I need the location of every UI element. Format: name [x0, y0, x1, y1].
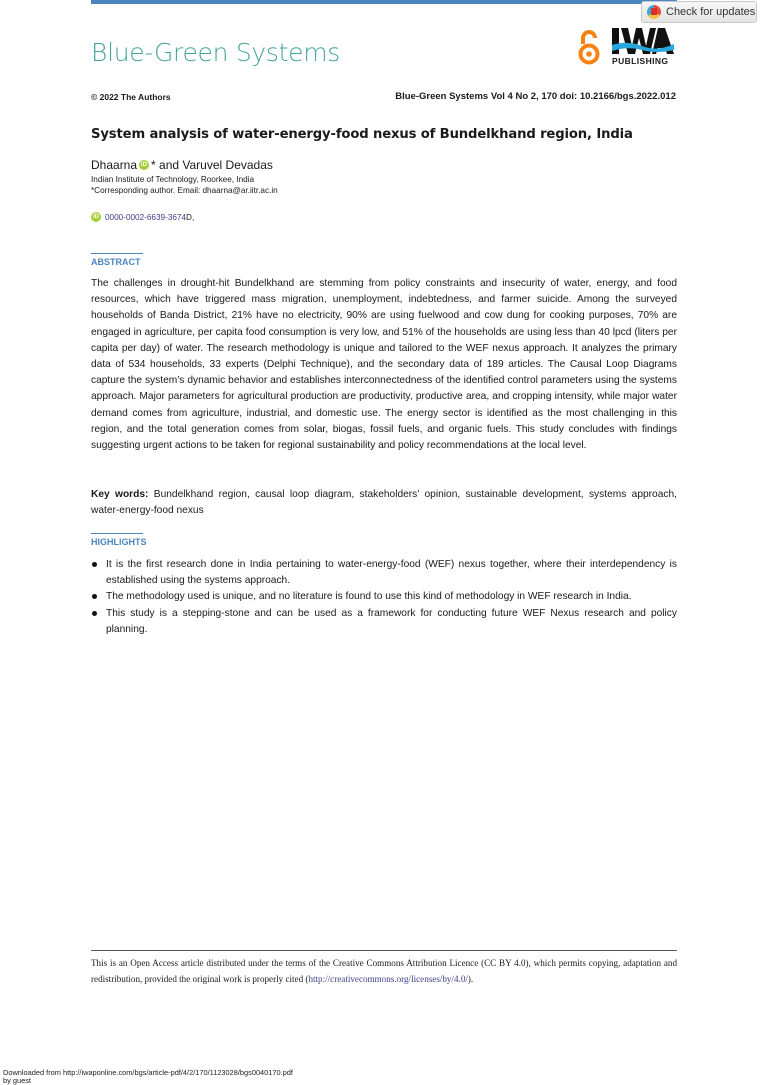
- article-title: System analysis of water-energy-food nexus of Bundelkhand region, India: [91, 127, 633, 142]
- check-for-updates-button[interactable]: [641, 1, 757, 23]
- download-note: [3, 1069, 293, 1085]
- highlight-item: The methodology used is unique, and no literature is found to use this kind of methodology in WEF research in India.: [91, 589, 677, 605]
- authors: [91, 158, 273, 172]
- author-1[interactable]: Dhaarna: [91, 158, 138, 172]
- footer-rule: [91, 950, 677, 951]
- orcid-link[interactable]: 0000-0002-6639-3674: [105, 212, 187, 222]
- license-link[interactable]: http://creativecommons.org/licenses/by/4.0/: [308, 974, 468, 984]
- abstract-heading: ABSTRACT: [91, 257, 141, 267]
- crossmark-icon: [647, 5, 661, 19]
- highlights-heading: HIGHLIGHTS: [91, 537, 147, 547]
- keywords: [91, 487, 677, 519]
- orcid-suffix: D,: [186, 212, 195, 222]
- highlight-item: It is the first research done in India pertaining to water-energy-food (WEF) nexus together, where their interdependency is established using the systems approach.: [91, 557, 677, 589]
- open-access-icon: [578, 30, 600, 66]
- author-2: and Varuvel Devadas: [155, 158, 273, 172]
- license-body: This is an Open Access article distributed under the terms of the Creative Commons Attribution Licence (CC BY 4.0), which permits copying, adaptation and redistribution, provided the original work is properly cited (: [91, 958, 677, 984]
- orcid-icon: iD: [93, 214, 99, 220]
- license-end: ).: [467, 974, 474, 984]
- publisher-name: PUBLISHING: [612, 56, 669, 66]
- affiliation-block: [91, 175, 278, 196]
- copyright: © 2022 The Authors: [91, 92, 171, 102]
- top-accent-bar: [91, 0, 677, 4]
- download-by: by guest: [3, 1076, 31, 1085]
- journal-name: Blue-Green Systems: [91, 38, 340, 67]
- orcid-line: [91, 212, 194, 222]
- license-text: [91, 955, 677, 987]
- highlights-rule: [91, 533, 143, 534]
- abstract-rule: [91, 253, 143, 254]
- highlights-list: [91, 557, 677, 638]
- corresponding-author: *Corresponding author. Email: dhaarna@ar.iitr.ac.in: [91, 185, 278, 195]
- keywords-label: Key words:: [91, 489, 149, 500]
- corresponding-mark: *: [151, 158, 156, 172]
- download-source: Downloaded from http://iwaponline.com/bgs/article-pdf/4/2/170/1123028/bgs0040170.pdf: [3, 1068, 293, 1077]
- keywords-text: Bundelkhand region, causal loop diagram, stakeholders’ opinion, sustainable development, systems approach, water-energy-food nexus: [91, 489, 677, 517]
- orcid-icon[interactable]: iD: [141, 162, 148, 168]
- affiliation: Indian Institute of Technology, Roorkee, India: [91, 175, 255, 184]
- check-for-updates-label: Check for updates: [666, 6, 756, 18]
- citation: Blue-Green Systems Vol 4 No 2, 170 doi: 10.2166/bgs.2022.012: [395, 91, 676, 102]
- highlight-item: This study is a stepping-stone and can be used as a framework for conducting future WEF Nexus research and policy planning.: [91, 606, 677, 638]
- abstract-text: The challenges in drought-hit Bundelkhand are stemming from policy constraints and insecurity of water, energy, and food resources, which have triggered mass migration, unemployment, indebtedness, and farmer suicide. Among the surveyed households of Banda District, 21% have no electricity, 90% are using fuelwood and cow dung for cooking purposes, 70% are engaged in agriculture, per capita food consumption is very low, and 51% of the households are using less than 40 lpcd (liters per capita per day) of water. The research methodology is unique and tailored to the WEF nexus approach. It analyzes the primary data of 534 households, 33 experts (Delphi Technique), and the secondary data of 189 articles. The Causal Loop Diagrams capture the system’s dynamic behavior and establishes interconnectedness of the identified control parameters using the systems approach. Major parameters for agricultural production are productivity, productive area, and cropping intensity, while major water demand comes from agriculture, industrial, and domestic use. The energy sector is identified as the most challenging in this region, and the total generation comes from solar, biogas, fossil fuels, and organic fuels. This study concludes with findings suggesting urgent actions to be taken for regional sustainability and policy recommendations at the local level.: [91, 278, 677, 452]
